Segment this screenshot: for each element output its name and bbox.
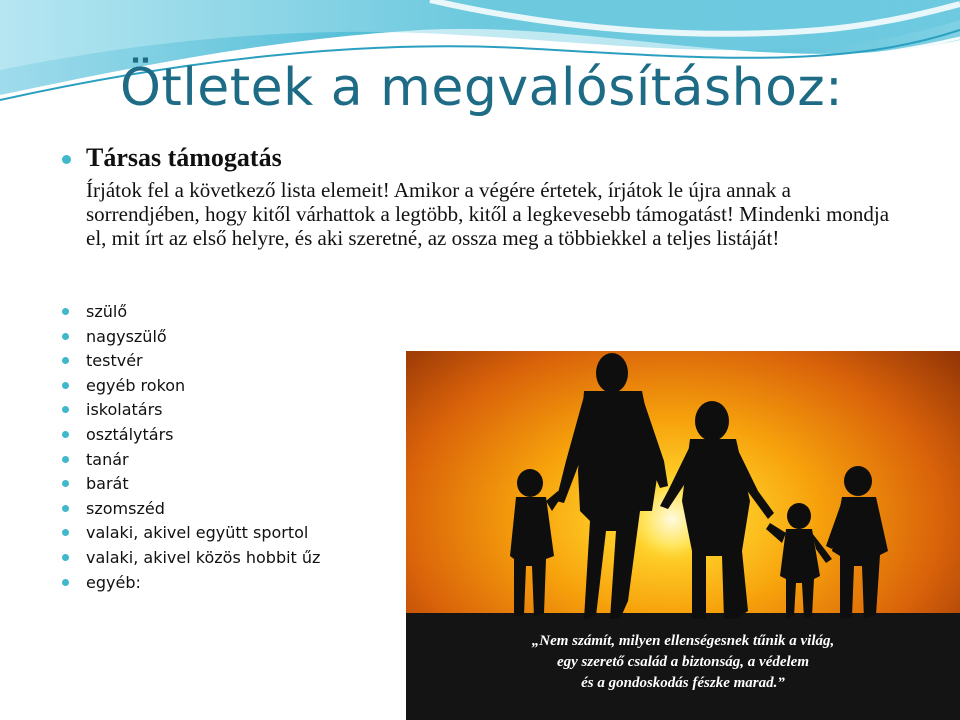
bullet-icon <box>62 431 69 438</box>
list-item-label: nagyszülő <box>86 326 167 346</box>
list-item-label: szomszéd <box>86 498 165 518</box>
bullet-icon <box>62 579 69 586</box>
bullet-icon <box>62 505 69 512</box>
section-heading: Társas támogatás <box>86 143 282 172</box>
list-item-label: osztálytárs <box>86 424 174 444</box>
list-item <box>62 546 320 571</box>
bullet-icon <box>62 529 69 536</box>
bullet-icon <box>62 406 69 413</box>
list-item-label: valaki, akivel együtt sportol <box>86 523 309 543</box>
list-item-label: tanár <box>86 449 129 469</box>
list-item <box>62 448 320 473</box>
list-item <box>62 497 320 522</box>
bullet-icon <box>62 382 69 389</box>
list-item <box>62 423 320 448</box>
list-item <box>62 349 320 374</box>
list-item <box>62 300 320 325</box>
quote-line-2: egy szerető család a biztonság, a védelem <box>556 654 810 670</box>
instruction-paragraph: Írjátok fel a következő lista elemeit! Amikor a végére értetek, írjátok le újra annak a sorrendjében, hogy kitől várhattok a legtöbb, kitől a legkevesebb támogatást! Mindenki mondja el, mit írt az első helyre, és aki szeretné, az ossza meg a többiekkel a teljes listáját! <box>86 178 890 250</box>
quote-line-3: és a gondoskodás fészke marad.” <box>581 675 785 691</box>
quote-text <box>406 631 960 694</box>
quote-line-1: „Nem számít, milyen ellenségesnek tűnik a világ, <box>531 633 835 649</box>
list-item-label: testvér <box>86 351 143 371</box>
list-item <box>62 571 320 596</box>
list-item <box>62 398 320 423</box>
list-item <box>62 472 320 497</box>
bullet-icon <box>62 333 69 340</box>
bullet-icon <box>62 554 69 561</box>
family-sunset-photo <box>406 351 960 720</box>
list-item-label: egyéb: <box>86 572 141 592</box>
list-item <box>62 374 320 399</box>
bullet-icon <box>62 480 69 487</box>
heading-bullet-icon <box>62 155 71 164</box>
list-item-label: egyéb rokon <box>86 375 186 395</box>
list-item <box>62 521 320 546</box>
list-item-label: barát <box>86 474 129 494</box>
list-item <box>62 325 320 350</box>
support-list <box>62 300 320 595</box>
list-item-label: valaki, akivel közös hobbit űz <box>86 547 321 567</box>
list-item-label: szülő <box>86 302 128 321</box>
bullet-icon <box>62 456 69 463</box>
slide-title: Ötletek a megvalósításhoz: <box>120 58 844 118</box>
bullet-icon <box>62 308 69 315</box>
list-item-label: iskolatárs <box>86 400 163 420</box>
bullet-icon <box>62 357 69 364</box>
